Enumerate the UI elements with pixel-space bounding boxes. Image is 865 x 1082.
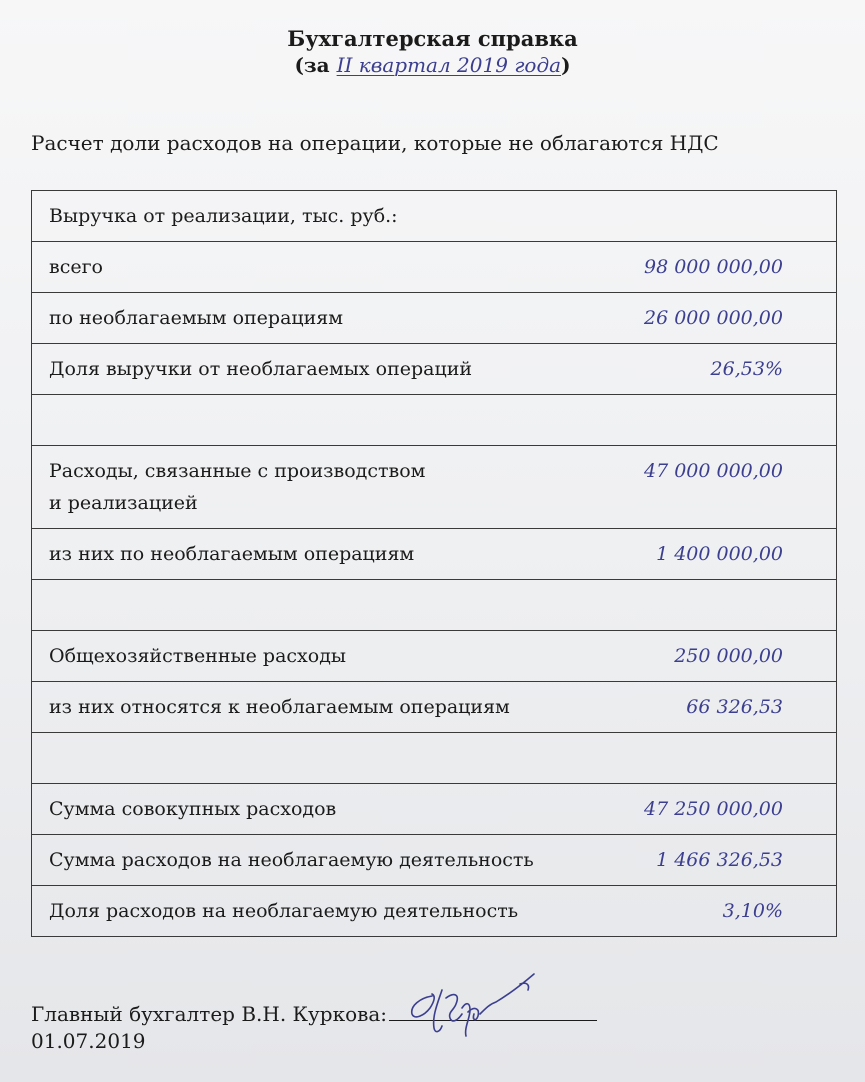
table-spacer-row [32,733,837,784]
calculation-heading: Расчет доли расходов на операции, которые не облагаются НДС [31,131,719,155]
row-label: Сумма расходов на необлагаемую деятельность [32,835,564,886]
row-label: всего [32,242,564,293]
table-row [32,529,837,580]
row-value: 1 466 326,53 [563,835,837,886]
calculation-table [31,190,837,937]
row-label-line1: Расходы, связанные с производством [49,460,426,482]
row-value: 250 000,00 [563,631,837,682]
row-value: 1 400 000,00 [563,529,837,580]
row-label: Сумма совокупных расходов [32,784,564,835]
report-period: II квартал 2019 года [336,53,562,77]
table-row [32,344,837,395]
row-label: Доля расходов на необлагаемую деятельность [32,886,564,937]
row-value: 3,10% [563,886,837,937]
table-row [32,631,837,682]
row-value: 26 000 000,00 [563,293,837,344]
row-label: по необлагаемым операциям [32,293,564,344]
row-label: из них по необлагаемым операциям [32,529,564,580]
document-period-line [0,52,865,78]
table-row [32,784,837,835]
table-row [32,293,837,344]
row-label [32,446,564,529]
table-row [32,682,837,733]
spacer-cell [32,733,837,784]
period-open: (за [294,53,330,77]
document-title: Бухгалтерская справка [287,26,578,51]
table-spacer-row [32,395,837,446]
row-label: Доля выручки от необлагаемых операций [32,344,564,395]
table-row-section-header [32,191,837,242]
row-label-line2: и реализацией [49,492,198,514]
row-value: 26,53% [563,344,837,395]
row-label: Общехозяйственные расходы [32,631,564,682]
spacer-cell [32,395,837,446]
row-value: 47 000 000,00 [563,446,837,529]
table-row [32,886,837,937]
section-header-label: Выручка от реализации, тыс. руб.: [32,191,837,242]
spacer-cell [32,580,837,631]
handwritten-signature [402,968,542,1040]
row-label: из них относятся к необлагаемым операциям [32,682,564,733]
table-spacer-row [32,580,837,631]
table-row [32,446,837,529]
row-value: 66 326,53 [563,682,837,733]
row-value: 98 000 000,00 [563,242,837,293]
table-row [32,835,837,886]
signer-name: Главный бухгалтер В.Н. Куркова: [31,1002,388,1026]
row-value: 47 250 000,00 [563,784,837,835]
signature-date: 01.07.2019 [31,1029,146,1053]
table-row [32,242,837,293]
period-close: ) [561,53,571,77]
